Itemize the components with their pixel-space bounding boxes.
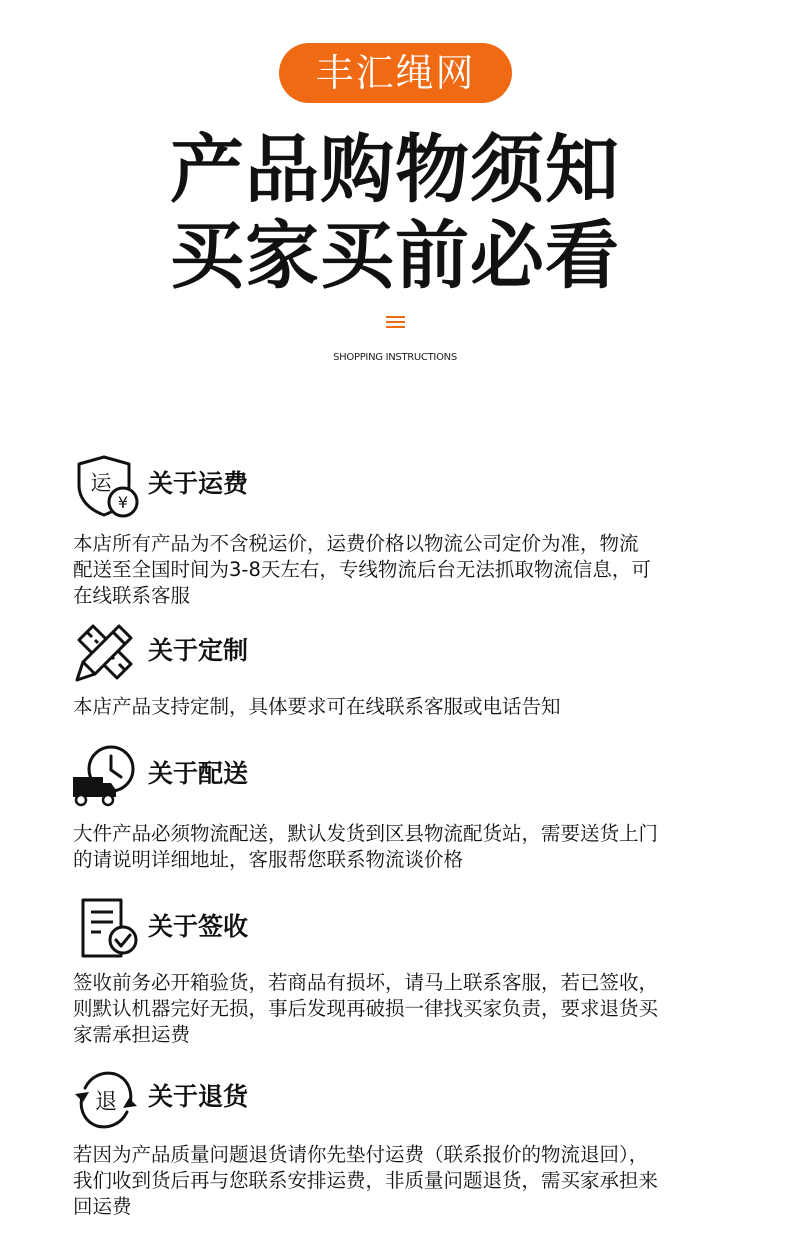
section-body: 本店产品支持定制，具体要求可在线联系客服或电话告知 (73, 695, 561, 718)
page-title-line2: 买家买前必看 (170, 213, 620, 299)
pencil-ruler-icon (73, 622, 141, 686)
return-icon-label: 退 (94, 1090, 118, 1115)
section-body: 大件产品必须物流配送，默认发货到区县物流配货站，需要送货上门 的请说明详细地址，客服帮您联系物流谈价格 (73, 822, 659, 871)
section-body: 若因为产品质量问题退货请你先垫付运费（联系报价的物流退回）， 我们收到货后再与您联系安排运费，非质量问题退货，需买家承担来 回运费 (73, 1143, 659, 1218)
section-title: 关于配送 (148, 759, 249, 788)
brand-badge: 丰汇绳网 (279, 43, 512, 103)
section-title: 关于运费 (148, 469, 249, 498)
page-title-line1: 产品购物须知 (170, 127, 620, 213)
section-title: 关于签收 (148, 912, 249, 941)
page-subtitle: SHOPPING INSTRUCTIONS (333, 352, 457, 363)
section-body: 签收前务必开箱验货，若商品有损坏，请马上联系客服，若已签收， 则默认机器完好无损，事后发现再破损一律找买家负责，要求退货买 家需承担运费 (73, 971, 659, 1046)
section-title: 关于定制 (148, 636, 249, 665)
section-body: 本店所有产品为不含税运价，运费价格以物流公司定价为准，物流 配送至全国时间为3-8天左右，专线物流后台无法抓取物流信息，可 在线联系客服 (73, 532, 651, 607)
section-customization (73, 622, 733, 720)
shipping-fee-icon-label: 运 (90, 471, 112, 495)
menu-lines-decoration (386, 316, 405, 328)
section-returns (73, 1068, 733, 1220)
document-check-icon (73, 898, 141, 962)
section-shipping-fee (73, 455, 733, 609)
yen-symbol: ¥ (117, 493, 129, 512)
return-refresh-icon (73, 1068, 141, 1132)
section-title: 关于退货 (148, 1082, 249, 1111)
section-sign-off (73, 898, 733, 1048)
shipping-fee-icon (73, 455, 141, 519)
truck-clock-icon (73, 745, 141, 809)
section-delivery (73, 745, 733, 873)
